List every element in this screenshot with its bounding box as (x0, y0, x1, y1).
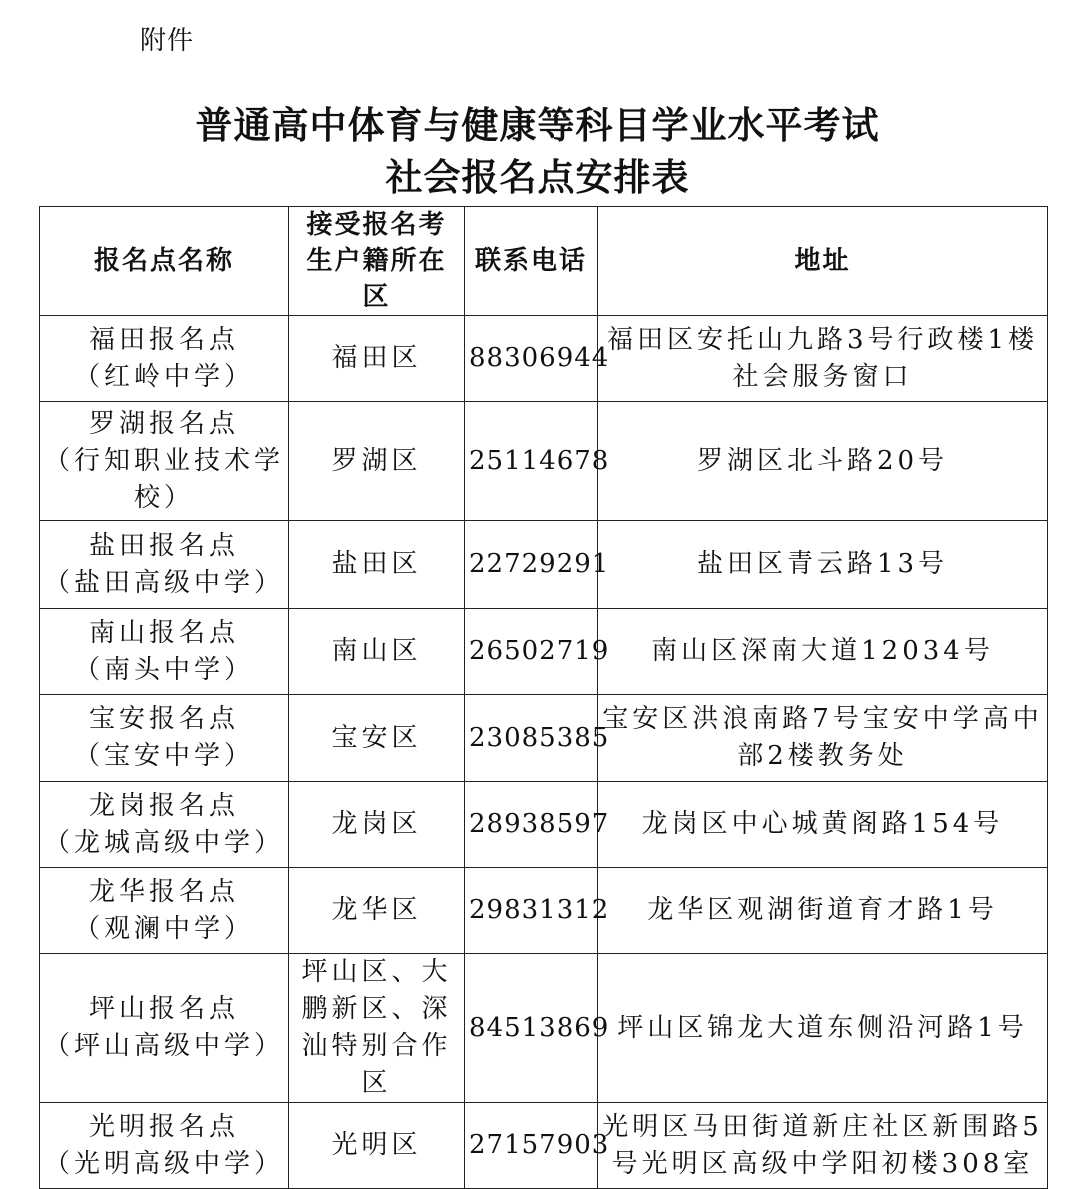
site-school: （南头中学） (73, 654, 254, 685)
site-name-cell (40, 609, 289, 695)
site-school: （宝安中学） (73, 741, 254, 771)
table-row (40, 782, 1048, 868)
site-name: 坪山报名点 (88, 994, 239, 1024)
site-school: （红岭中学） (73, 361, 254, 392)
table-header-row (40, 207, 1048, 316)
table-row (40, 954, 1048, 1103)
phone-cell: 84513869 (465, 954, 598, 1103)
header-phone: 联系电话 (465, 207, 598, 316)
table-row (40, 695, 1048, 782)
table-row (40, 402, 1048, 521)
district-cell: 光明区 (289, 1103, 465, 1189)
header-address: 地址 (598, 207, 1048, 316)
table-row (40, 609, 1048, 695)
attachment-label: 附件 (140, 26, 195, 56)
table-row (40, 1103, 1048, 1189)
site-name-cell (40, 782, 289, 868)
district-cell: 盐田区 (289, 521, 465, 609)
phone-cell: 28938597 (465, 782, 598, 868)
phone-cell: 26502719 (465, 609, 598, 695)
district-cell: 龙华区 (289, 868, 465, 954)
site-school: （光明高级中学） (44, 1148, 285, 1179)
site-name-cell (40, 521, 289, 609)
site-name: 南山报名点 (88, 617, 239, 648)
district-cell: 坪山区、大鹏新区、深汕特别合作区 (289, 954, 465, 1103)
site-name: 龙岗报名点 (88, 790, 239, 821)
district-cell: 宝安区 (289, 695, 465, 782)
header-site-name: 报名点名称 (40, 207, 289, 316)
address-cell: 坪山区锦龙大道东侧沿河路1号 (598, 954, 1048, 1103)
site-name: 福田报名点 (88, 324, 239, 355)
district-cell: 龙岗区 (289, 782, 465, 868)
site-name-cell (40, 868, 289, 954)
header-district: 接受报名考生户籍所在区 (289, 207, 465, 316)
site-name: 龙华报名点 (88, 876, 239, 907)
site-school: （盐田高级中学） (44, 567, 285, 598)
district-cell: 罗湖区 (289, 402, 465, 521)
registration-sites-table (39, 206, 1048, 1189)
site-school: （龙城高级中学） (44, 827, 285, 858)
phone-cell: 22729291 (465, 521, 598, 609)
address-cell: 福田区安托山九路3号行政楼1楼社会服务窗口 (598, 316, 1048, 402)
site-name-cell (40, 402, 289, 521)
document-title-line2: 社会报名点安排表 (385, 155, 690, 199)
address-cell: 南山区深南大道12034号 (598, 609, 1048, 695)
district-cell: 福田区 (289, 316, 465, 402)
phone-cell: 29831312 (465, 868, 598, 954)
address-cell: 龙华区观湖街道育才路1号 (598, 868, 1048, 954)
site-name-cell (40, 1103, 289, 1189)
document-title-line1: 普通高中体育与健康等科目学业水平考试 (195, 103, 880, 147)
site-name: 光明报名点 (88, 1111, 239, 1142)
address-cell: 宝安区洪浪南路7号宝安中学高中部2楼教务处 (598, 695, 1048, 782)
site-school: （行知职业技术学校） (44, 445, 285, 513)
site-name: 盐田报名点 (88, 530, 239, 561)
phone-cell: 25114678 (465, 402, 598, 521)
table-row (40, 868, 1048, 954)
phone-cell: 88306944 (465, 316, 598, 402)
address-cell: 龙岗区中心城黄阁路154号 (598, 782, 1048, 868)
phone-cell: 23085385 (465, 695, 598, 782)
table-row (40, 521, 1048, 609)
site-school: （观澜中学） (73, 913, 254, 944)
address-cell: 光明区马田街道新庄社区新围路5号光明区高级中学阳初楼308室 (598, 1103, 1048, 1189)
phone-cell: 27157903 (465, 1103, 598, 1189)
site-name: 罗湖报名点 (88, 408, 239, 439)
site-name-cell (40, 695, 289, 782)
address-cell: 罗湖区北斗路20号 (598, 402, 1048, 521)
site-name-cell (40, 954, 289, 1103)
table-row (40, 316, 1048, 402)
address-cell: 盐田区青云路13号 (598, 521, 1048, 609)
site-name-cell (40, 316, 289, 402)
district-cell: 南山区 (289, 609, 465, 695)
site-name: 宝安报名点 (88, 704, 239, 734)
site-school: （坪山高级中学） (44, 1031, 285, 1061)
